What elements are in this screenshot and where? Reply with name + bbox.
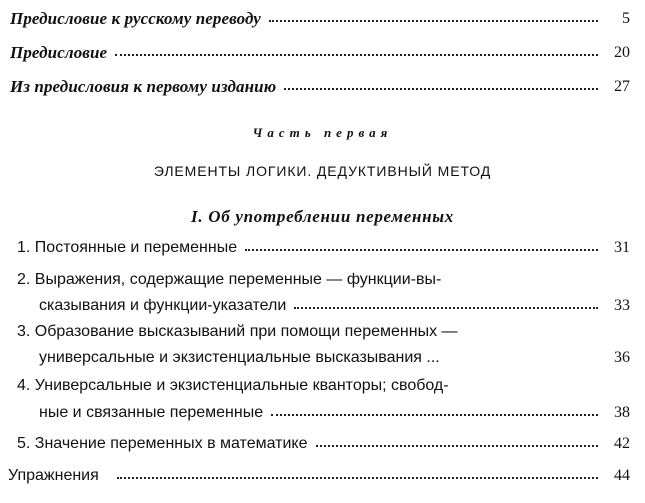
toc-entry-title: Предисловие к русскому переводу [10, 9, 261, 28]
toc-section-page: 42 [614, 435, 630, 452]
toc-section-title-continued: сказывания и функции-указатели [39, 297, 287, 314]
dot-leader [245, 249, 598, 251]
toc-section-page: 33 [614, 297, 630, 314]
toc-entry-first-edition-preface [10, 78, 630, 95]
toc-section-4-line1: 4. Универсальные и экзистенциальные кванторы; свобод- [17, 377, 449, 394]
toc-entry-page: 20 [614, 44, 630, 61]
part-title: ЭЛЕМЕНТЫ ЛОГИКИ. ДЕДУКТИВНЫЙ МЕТОД [153, 163, 492, 179]
dot-leader [269, 20, 598, 22]
dot-leader [271, 414, 598, 416]
toc-entry-page: 27 [614, 78, 630, 95]
toc-section-4 [39, 405, 630, 421]
toc-section-5 [17, 436, 630, 452]
toc-exercises [8, 468, 630, 484]
toc-entry-title: Из предисловия к первому изданию [10, 77, 277, 96]
dot-leader [117, 477, 598, 479]
toc-section-page: 31 [614, 239, 630, 256]
toc-section-title: 5. Значение переменных в математике [17, 435, 308, 452]
toc-entry-russian-preface [10, 10, 630, 27]
part-label: Часть первая [252, 125, 393, 140]
toc-section-3-line1: 3. Образование высказываний при помощи переменных — [17, 323, 458, 340]
chapter-title: I. Об употреблении переменных [191, 207, 454, 226]
toc-section-title-continued: универсальные и экзистенциальные высказывания ... [39, 349, 440, 366]
toc-section-page: 36 [614, 349, 630, 366]
toc-exercises-title: Упражнения [8, 467, 99, 484]
toc-entry-page: 5 [622, 10, 630, 27]
toc-section-title: 1. Постоянные и переменные [17, 239, 238, 256]
toc-entry-preface [10, 44, 630, 61]
toc-section-1 [17, 240, 630, 256]
toc-section-3 [39, 350, 630, 366]
dot-leader [294, 307, 598, 309]
dot-leader [284, 88, 598, 90]
toc-entry-title: Предисловие [10, 43, 108, 62]
dot-leader [115, 54, 598, 56]
toc-section-title-continued: ные и связанные переменные [39, 404, 264, 421]
toc-section-2 [39, 298, 630, 314]
toc-exercises-page: 44 [614, 467, 630, 484]
toc-section-2-line1: 2. Выражения, содержащие переменные — функции-вы- [17, 271, 442, 288]
toc-section-page: 38 [614, 404, 630, 421]
dot-leader [316, 445, 599, 447]
